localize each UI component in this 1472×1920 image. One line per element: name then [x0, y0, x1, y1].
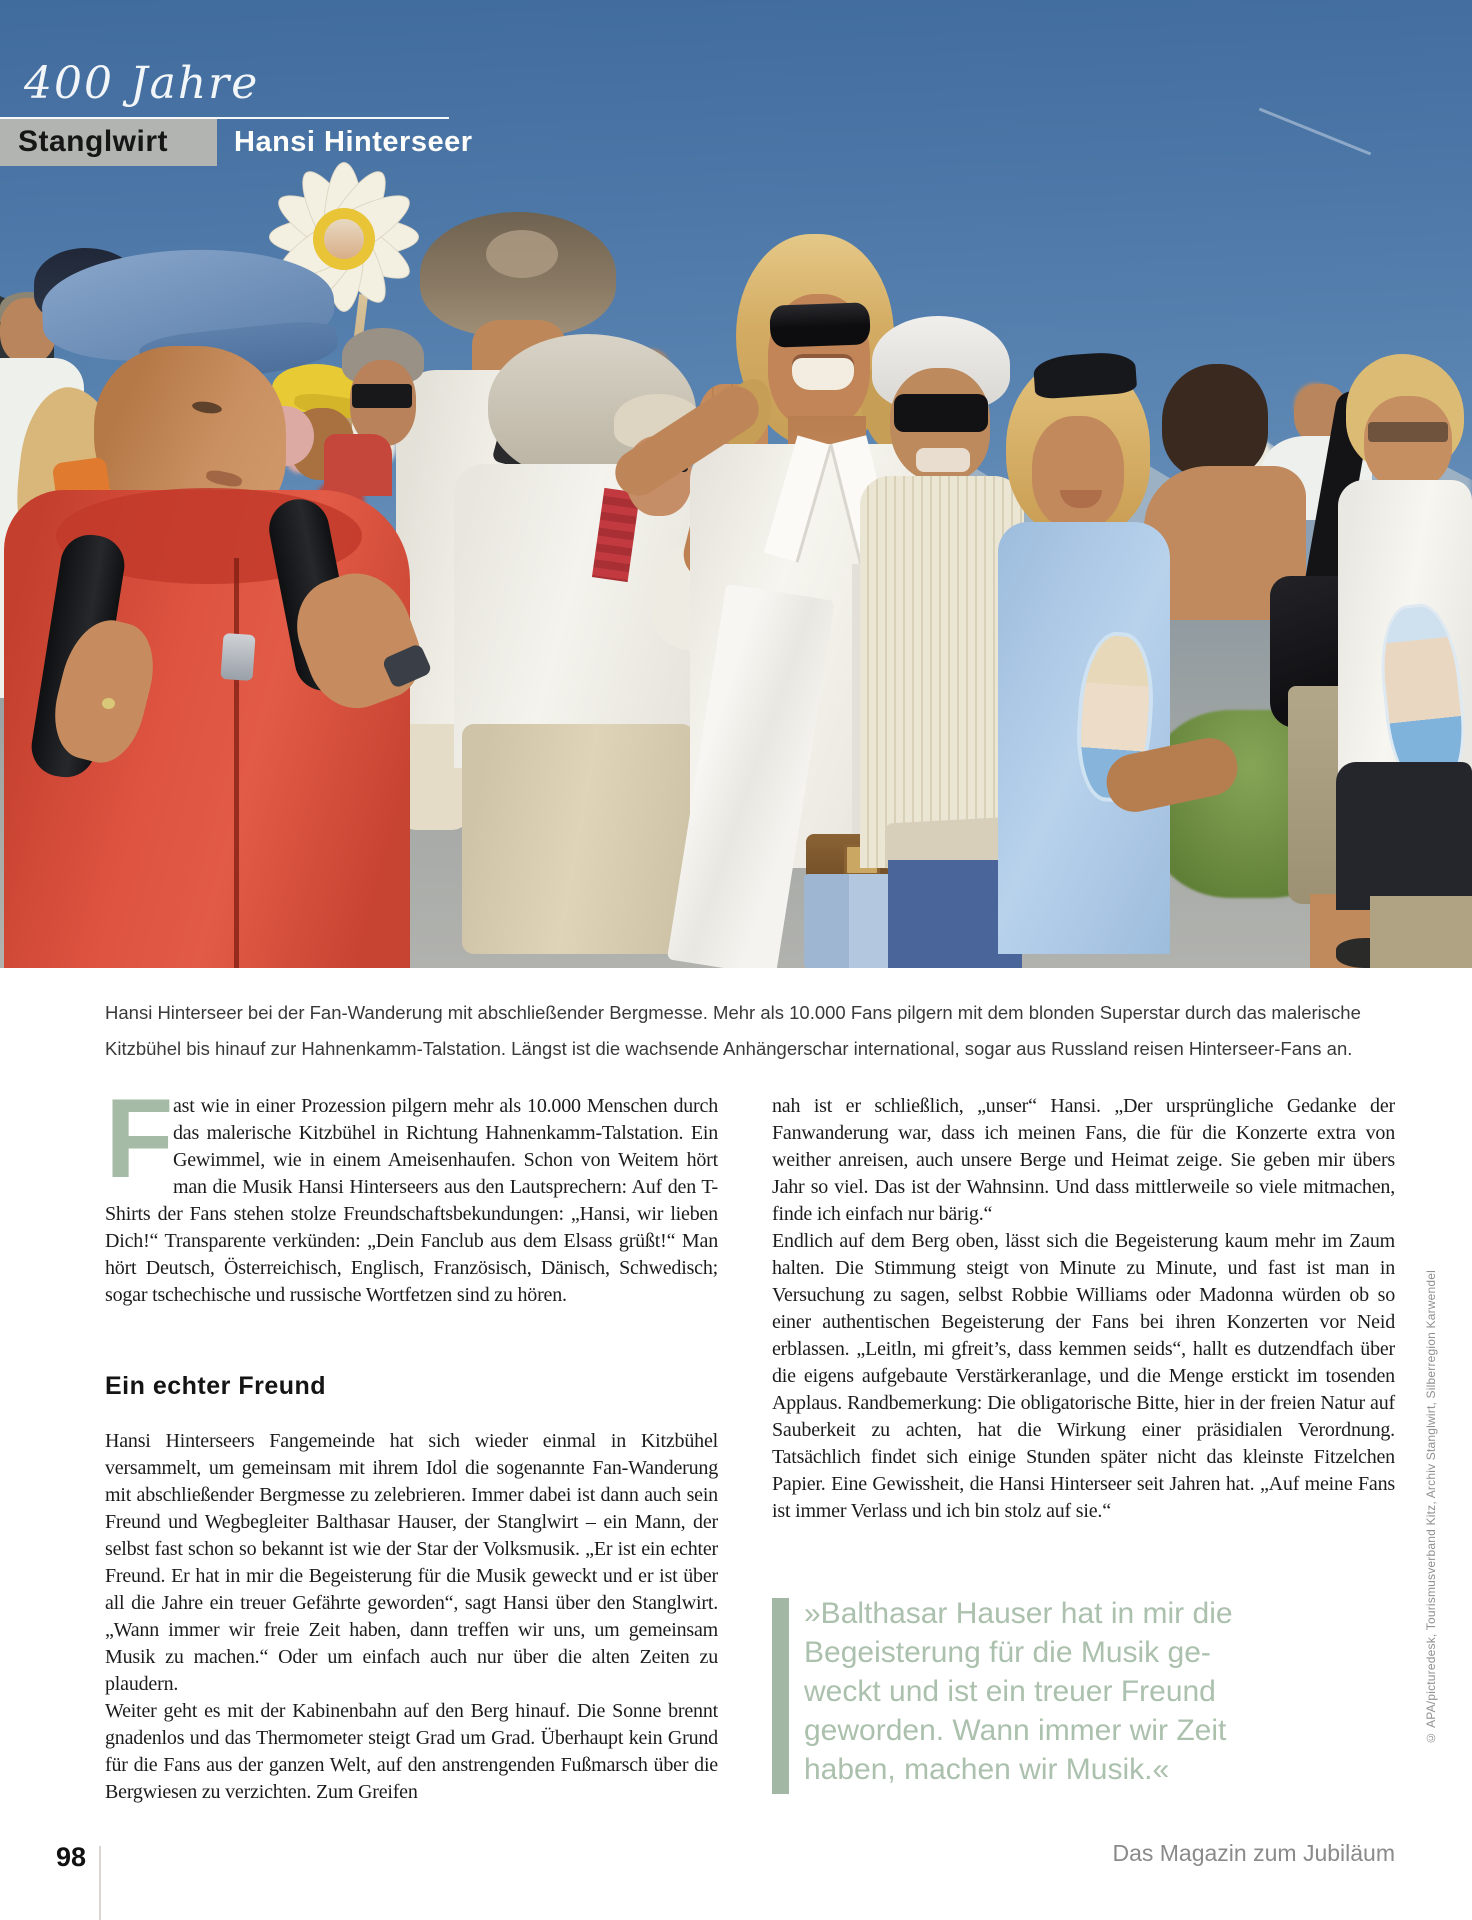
pull-quote-line: weckt und ist ein treuer Freund	[804, 1675, 1216, 1708]
red-polo	[324, 434, 392, 496]
body-text: ast wie in einer Prozession pilgern mehr als 10.000 Menschen durch das malerische Kitzbühel in Richtung Hahnenkamm-Talstation. Ein Gewimmel, wie in einem Ameisenhaufen. Schon von Weitem hört man die Musik Hansi Hinterseers aus den Lautsprechern: Auf den T-Shirts der Fans stehen stolze Freundschaftsbekundungen: „Hansi, wir lieben Dich!“ Transparente verkünden: „Dein Fanclub aus dem Elsass grüßt!“ Man hört Deutsch, Österreichisch, Englisch, Französisch, Dänisch, Schwedisch; sogar tschechische und russische Wortfetzen sind zu hören.	[105, 1095, 718, 1306]
tank-woman-tied-jacket	[1336, 762, 1472, 910]
ring	[102, 698, 115, 709]
tank-woman-shorts	[1370, 896, 1472, 968]
paragraph	[105, 1076, 718, 1309]
caption-line: Kitzbühel bis hinauf zur Hahnenkamm-Talstation. Längst ist die wachsende Anhängerschar international, sogar aus Russland reisen Hinterseer-Fans an.	[105, 1038, 1353, 1059]
hansi-shirt-placket	[852, 564, 860, 866]
right-column	[772, 1093, 1395, 1525]
zipper-line	[234, 558, 239, 968]
paragraph: Weiter geht es mit der Kabinenbahn auf den Berg hinauf. Die Sonne brennt gnadenlos und das Thermometer steigt Grad um Grad. Überhaupt kein Grund für die Fans aus der ganzen Welt, auf den anstrengenden Fußmarsch über die Bergwiesen zu verzichten. Zum Greifen	[105, 1700, 718, 1803]
magazine-label: Das Magazin zum Jubiläum	[1112, 1840, 1395, 1866]
article-title: Hansi Hinterseer	[234, 126, 473, 158]
hansi-smile	[792, 354, 854, 390]
pull-quote-bar	[772, 1598, 789, 1794]
hansi-sunglasses	[769, 302, 870, 347]
pull-quote	[804, 1594, 1384, 1789]
drop-cap: F	[105, 1076, 174, 1201]
footer-rule	[99, 1846, 101, 1920]
grey-man-sunglasses	[352, 384, 412, 408]
left-column-paragraph-2	[105, 1428, 718, 1806]
pull-quote-line: Begeisterung für die Musik ge-	[804, 1636, 1211, 1669]
caption-line: Hansi Hinterseer bei der Fan-Wanderung mit abschließender Bergmesse. Mehr als 10.000 Fans pilgern mit dem blonden Superstar durch das malerische	[105, 1002, 1361, 1023]
edelweiss-center-photo	[324, 219, 364, 259]
paragraph: Hansi Hinterseers Fangemeinde hat sich wieder einmal in Kitzbühel versammelt, um gemeinsam mit ihrem Idol die sogenannte Fan-Wanderung mit abschließender Bergmesse zu zelebrieren. Immer dabei ist dann auch sein Freund und Wegbegleiter Balthasar Hauser, der Stanglwirt – ein Mann, der selbst fast schon so bekannt ist wie der Star der Volksmusik. „Er ist ein echter Freund. Er hat in mir die Begeisterung für die Musik geweckt und er ist über all die Jahre ein treuer Gefährte geworden“, sagt Hansi über den Stanglwirt. „Wann immer wir freie Zeit haben, dann treffen wir uns, um gemeinsam Musik zu machen.“ Oder um einfach auch nur über die alten Zeiten zu plaudern.	[105, 1430, 718, 1695]
paragraph: nah ist er schließlich, „unser“ Hansi. „Der ursprüngliche Gedanke der Fanwanderung war, dass ich meinen Fans, die für die Konzerte extra von weither anreisen, auch unsere Berge und Heimat zeige. Sie geben mir übers Jahr so viel. Das ist der Wahnsinn. Und dass mittlerweile so viele mitmachen, finde ich einfach nur bärig.“	[772, 1095, 1395, 1225]
balding-man-bald-spot	[486, 230, 558, 278]
brand-label: Stanglwirt	[18, 125, 169, 158]
photo-caption	[105, 995, 1405, 1067]
white-hair-man-sunglasses	[894, 394, 988, 432]
fan-woman-face	[1032, 416, 1124, 530]
grey-bob-woman-apron	[462, 724, 694, 954]
brand-box	[0, 119, 217, 166]
subheading: Ein echter Freund	[105, 1372, 327, 1400]
pull-quote-line: haben, machen wir Musik.«	[804, 1753, 1170, 1786]
left-column-paragraph-1	[105, 1076, 718, 1309]
paragraph: Endlich auf dem Berg oben, lässt sich die Begeisterung kaum mehr im Zaum halten. Die Stimmung steigt von Minute zu Minute, und fast ist man in Versuchung zu sagen, selbst Robbie Williams oder Madonna würden ob so einer authentischen Begeisterung der Fans bei ihren Konzerten vor Neid erblassen. „Leitln, mi gfreit’s, dass kemmen seids“, hallt es dutzendfach über die eigens aufgebaute Verstärkeranlage, und die Menge erstickt im tosenden Applaus. Randbemerkung: Die obligatorische Bitte, hier in der freien Natur auf Sauberkeit zu achten, hat die Wirkung einer präsidialen Verordnung. Tatsächlich findet sich einige Stunden später nicht das kleinste Fitzelchen Papier. Eine Gewissheit, die Hansi Hinterseer seit Jahren hat. „Auf meine Fans ist immer Verlass und ich bin stolz auf sie.“	[772, 1230, 1395, 1522]
white-hair-man-smile	[916, 448, 970, 472]
series-script-logo: 400 Jahre	[24, 58, 260, 109]
zipper-pull	[220, 633, 255, 681]
page-number: 98	[56, 1842, 87, 1872]
dark-hair-person	[1162, 364, 1268, 478]
pull-quote-line: »Balthasar Hauser hat in mir die	[804, 1597, 1233, 1630]
photo-credits: © APA/picturedesk, Tourismusverband Kitz, Archiv Stanglwirt, Silberregion Karwendel	[1424, 1269, 1438, 1745]
tank-woman-glasses	[1368, 422, 1448, 442]
tank-woman-face	[1364, 396, 1452, 490]
pull-quote-line: geworden. Wann immer wir Zeit	[804, 1714, 1227, 1747]
